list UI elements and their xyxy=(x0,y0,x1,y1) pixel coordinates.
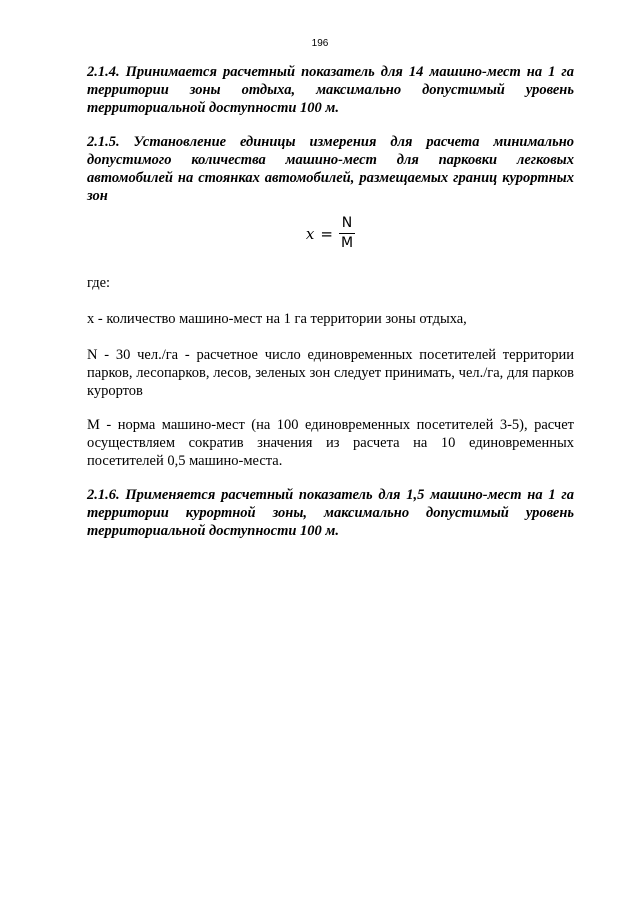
section-2-1-4: 2.1.4. Принимается расчетный показатель для 14 машино-мест на 1 га территории зоны отдыха, максимально допустимый уровень территориальной доступности 100 м. xyxy=(87,64,574,116)
formula-equals: = xyxy=(320,224,333,243)
fraction-bar xyxy=(339,233,355,234)
section-2-1-6: 2.1.6. Применяется расчетный показатель для 1,5 машино-мест на 1 га территории курортной зоны, максимально допустимый уровень территориальной доступности 100 м. xyxy=(87,487,574,539)
formula xyxy=(87,215,574,252)
formula-denominator: M xyxy=(340,235,354,251)
page-content xyxy=(87,63,574,556)
formula-lhs: x xyxy=(305,224,315,243)
where-label: где: xyxy=(87,275,111,291)
formula-numerator: N xyxy=(341,215,353,231)
m-definition: M - норма машино-мест (на 100 единовременных посетителей 3-5), расчет осуществляем сократив значения из расчета на 10 единовременных посетителей 0,5 машино-места. xyxy=(87,417,574,469)
n-definition: N - 30 чел./га - расчетное число единовременных посетителей территории парков, лесопарков, лесов, зеленых зон следует принимать, чел./га, для парков курортов xyxy=(87,347,574,399)
formula-fraction xyxy=(339,215,355,252)
section-2-1-5: 2.1.5. Установление единицы измерения для расчета минимально допустимого количества машино-мест для парковки легковых автомобилей на стоянках автомобилей, размещаемых границ курортных зон xyxy=(87,134,574,204)
x-definition: x - количество машино-мест на 1 га территории зоны отдыха, xyxy=(87,311,467,327)
page-number: 196 xyxy=(311,38,329,49)
